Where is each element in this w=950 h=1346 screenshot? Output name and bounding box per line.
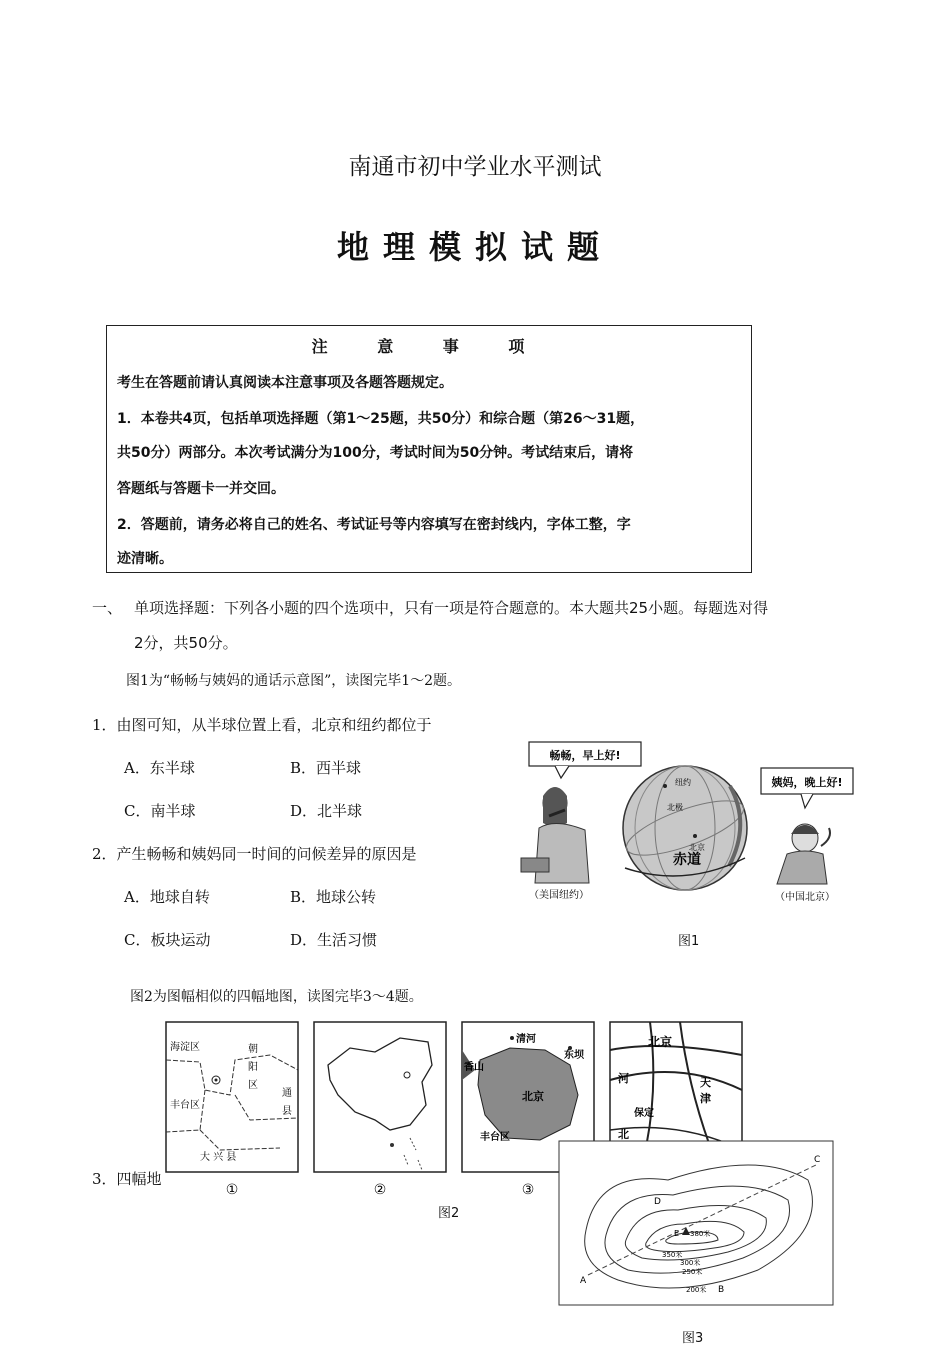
map1-label: 海淀区 — [170, 1042, 200, 1053]
q1-option-a[interactable]: A．东半球 — [124, 759, 195, 777]
point-c: C — [814, 1155, 821, 1165]
map-2 — [314, 1022, 446, 1198]
section-instruction-cont: 2分，共50分。 — [134, 634, 238, 652]
contour-label: 380米 — [690, 1230, 711, 1238]
map4-label: 津 — [700, 1092, 711, 1105]
q2-option-c[interactable]: C．板块运动 — [124, 931, 211, 949]
exam-title-line1: 南通市初中学业水平测试 — [348, 154, 602, 180]
notice-line: 答题纸与答题卡一并交回。 — [117, 481, 285, 497]
section-number: 一、 — [92, 599, 123, 617]
map1-number: ① — [225, 1182, 239, 1198]
girl-on-phone-icon — [777, 824, 830, 884]
left-person-location: （美国纽约） — [529, 890, 589, 901]
point-a: A — [580, 1276, 587, 1286]
map3-label: 北京 — [522, 1090, 544, 1103]
map3-number: ③ — [521, 1182, 535, 1198]
question-1-stem: 1．由图可知，从半球位置上看，北京和纽约都位于 — [92, 716, 432, 734]
contour-label: 350米 — [662, 1251, 683, 1259]
figure1-intro: 图1为“畅畅与姨妈的通话示意图”，读图完毕1～2题。 — [126, 673, 462, 689]
figure2-caption: 图2 — [438, 1206, 460, 1221]
exam-title-line2: 地理模拟试题 — [336, 228, 613, 266]
bubble-left-text: 畅畅，早上好! — [549, 749, 621, 762]
notice-box — [106, 325, 752, 573]
map4-label: 保定 — [634, 1108, 654, 1119]
map4-label: 北 — [618, 1128, 629, 1141]
figure2-intro: 图2为图幅相似的四幅地图，读图完毕3～4题。 — [130, 989, 423, 1005]
globe-label-newyork: 纽约 — [675, 778, 691, 787]
contour-label: 300米 — [680, 1259, 701, 1267]
map3-label: 清河 — [516, 1034, 536, 1045]
bubble-right-text: 姨妈，晚上好! — [771, 776, 843, 789]
map4-label: 河 — [618, 1072, 629, 1085]
map4-label: 天 — [700, 1076, 711, 1089]
figure1-caption: 图1 — [678, 934, 700, 949]
map1-label: 区 — [248, 1080, 258, 1091]
woman-on-phone-icon — [521, 787, 589, 883]
q2-option-b[interactable]: B．地球公转 — [290, 888, 377, 906]
q2-option-d[interactable]: D．生活习惯 — [290, 931, 378, 949]
notice-heading: 注 意 事 项 — [311, 337, 547, 356]
figure1-illustration — [515, 738, 860, 908]
q2-option-a[interactable]: A．地球自转 — [124, 888, 210, 906]
notice-line: 2．答题前，请务必将自己的姓名、考试证号等内容填写在密封线内，字体工整，字 — [117, 517, 631, 533]
notice-line: 1．本卷共4页，包括单项选择题（第1～25题，共50分）和综合题（第26～31题， — [117, 411, 645, 427]
map1-label: 朝 — [248, 1044, 258, 1055]
map3-label: 东坝 — [564, 1050, 584, 1061]
map1-label: 阳 — [248, 1062, 258, 1073]
contour-label: 250米 — [682, 1268, 703, 1276]
map-1 — [166, 1022, 298, 1198]
notice-line: 迹清晰。 — [117, 551, 173, 567]
map1-label: 县 — [282, 1106, 292, 1117]
question-2-stem: 2．产生畅畅和姨妈同一时间的问候差异的原因是 — [92, 845, 417, 863]
globe-label-beijing: 北京 — [689, 843, 705, 852]
globe-label-pole: 北极 — [667, 803, 683, 812]
right-person-location: （中国北京） — [775, 892, 835, 903]
equator-label: 赤道 — [673, 852, 701, 868]
figure3-caption: 图3 — [682, 1331, 704, 1346]
point-d: D — [654, 1197, 661, 1207]
map3-label: 香山 — [464, 1062, 484, 1073]
point-b: B — [718, 1285, 725, 1295]
point-e: E — [674, 1229, 680, 1238]
question-3-stem: 3．四幅地 — [92, 1170, 162, 1188]
map4-label: 北京 — [648, 1035, 673, 1049]
map1-label: 大 兴 县 — [200, 1152, 237, 1163]
contour-label: 200米 — [686, 1286, 707, 1294]
section-instruction: 单项选择题：下列各小题的四个选项中，只有一项是符合题意的。本大题共25小题。每题选对得 — [134, 599, 769, 617]
map1-label: 丰台区 — [170, 1100, 200, 1111]
q1-option-c[interactable]: C．南半球 — [124, 802, 196, 820]
notice-line: 考生在答题前请认真阅读本注意事项及各题答题规定。 — [117, 375, 453, 391]
map3-label: 丰台区 — [480, 1132, 510, 1143]
figure3-contour-map — [558, 1140, 836, 1308]
map1-label: 通 — [282, 1088, 292, 1099]
map2-number: ② — [373, 1182, 387, 1198]
notice-line: 共50分）两部分。本次考试满分为100分，考试时间为50分钟。考试结束后，请将 — [117, 445, 634, 461]
q1-option-b[interactable]: B．西半球 — [290, 759, 362, 777]
q1-option-d[interactable]: D．北半球 — [290, 802, 363, 820]
